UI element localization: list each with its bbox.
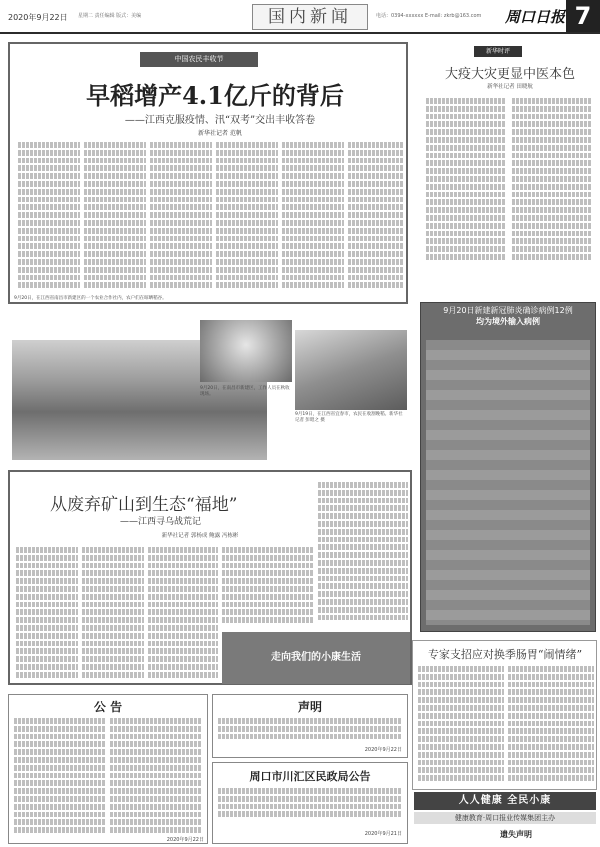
statement-text — [218, 716, 402, 744]
feature2-banner: 走向我们的小康生活 — [222, 632, 410, 684]
feature-text-col-5 — [282, 140, 344, 290]
statement-title: 声明 — [297, 700, 322, 714]
notice-date: 2020年9月22日 — [166, 837, 204, 843]
covid-panel-title-1: 9月20日新建新冠肺炎确诊病例12例 — [443, 306, 573, 315]
notice-text-col-1 — [14, 716, 106, 836]
photo-caption-2: 9月20日，在南昌市新建区，工作人员在秋收现场。 — [200, 386, 290, 397]
drone-photo — [200, 320, 292, 382]
feature-text-col-3 — [150, 140, 212, 290]
section-title: 国内新闻 — [252, 4, 368, 30]
commentary-title: 大疫大灾更显中医本色 — [444, 67, 575, 82]
covid-panel-title-2: 均为境外输入病例 — [476, 317, 540, 326]
notice-title: 公 告 — [93, 700, 123, 714]
civil-affairs-text — [218, 786, 402, 826]
feature-text-col-2 — [84, 140, 146, 290]
health-text-col-1 — [418, 664, 504, 786]
photo-caption-3: 9月19日，在江西省宜春市，农民在收割晚稻。新华社记者 彭昭之 摄 — [295, 412, 403, 423]
covid-data-table — [426, 340, 590, 625]
lost-notice-title: 遗失声明 — [500, 830, 532, 839]
feature-text-col-1 — [18, 140, 80, 290]
statement-date: 2020年9月22日 — [364, 747, 402, 753]
masthead-meta-left: 星期二 责任编辑 版式：美编 — [78, 13, 142, 19]
civil-affairs-title: 周口市川汇区民政局公告 — [249, 770, 371, 783]
health-campaign-sub: 健康教育·周口报业传媒集团主办 — [414, 812, 596, 824]
health-article-title: 专家支招应对换季肠胃“闹情绪” — [427, 648, 583, 661]
feature2-text-col-5 — [318, 480, 408, 630]
feature-text-col-6 — [348, 140, 404, 290]
feature-text-col-4 — [216, 140, 278, 290]
commentary-text-col-1 — [426, 96, 506, 266]
photo-caption-1: 9月20日，在江西省南昌市新建区的一个农业合作社内，农户们在晾晒稻谷。 — [14, 296, 167, 301]
harvest-photo — [295, 330, 407, 410]
feature2-byline: 新华社记者 郭杨成 鲍露 冯栋彬 — [161, 533, 239, 539]
commentary-text-col-2 — [512, 96, 592, 266]
issue-date: 2020年9月22日 — [8, 13, 68, 22]
health-campaign-bar: 人人健康 全民小康 — [414, 792, 596, 810]
feature-byline: 新华社记者 范帆 — [198, 130, 242, 137]
commentary-byline: 新华社记者 田晓航 — [487, 84, 533, 90]
notice-text-col-2 — [110, 716, 202, 836]
feature2-text-col-1 — [16, 545, 78, 680]
feature2-text-col-4 — [222, 545, 314, 630]
feature2-headline: 从废弃矿山到生态“福地” — [50, 495, 238, 515]
feature-headline: 早稻增产4.1亿斤的背后 — [86, 81, 344, 110]
page-number: 7 — [566, 0, 600, 32]
covid-panel-header — [424, 305, 592, 331]
commentary-label: 新华时评 — [474, 46, 522, 57]
feature2-text-col-3 — [148, 545, 218, 680]
civil-affairs-date: 2020年9月21日 — [364, 831, 402, 837]
feature2-text-col-2 — [82, 545, 144, 680]
feature2-subhead: ——江西寻乌战荒记 — [120, 517, 202, 527]
newspaper-name: 周口日报 — [505, 8, 566, 26]
masthead-meta-right: 电话：0394-xxxxxx E-mail: zkrb@163.com — [376, 13, 482, 19]
feature-banner: 中国农民丰收节 — [140, 52, 258, 67]
feature-subhead: ——江西克服疫情、汛“双考”交出丰收答卷 — [124, 115, 316, 126]
health-text-col-2 — [508, 664, 594, 786]
